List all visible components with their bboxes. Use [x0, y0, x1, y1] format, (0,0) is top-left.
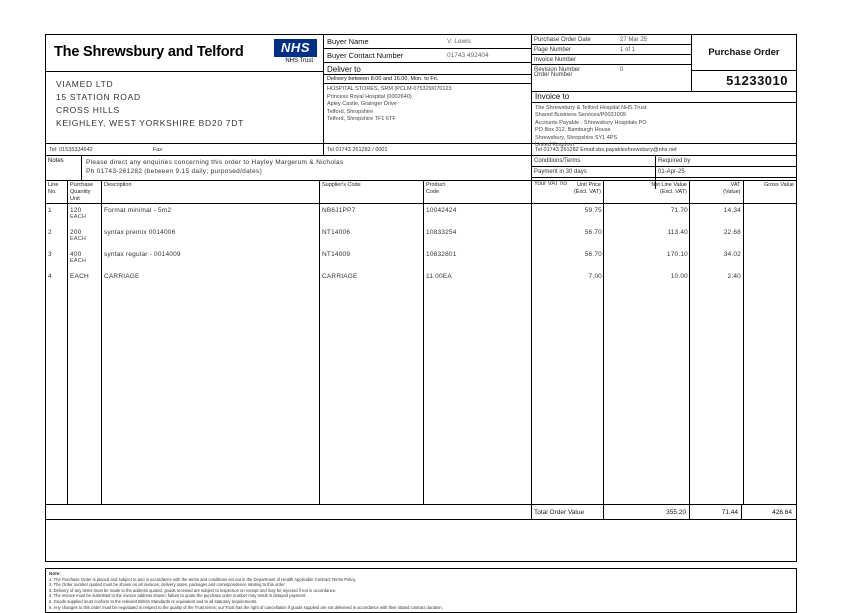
- line-item-rows: [46, 204, 796, 292]
- row-qty-value: 120: [70, 207, 82, 214]
- supplier-address-line: CROSS HILLS: [56, 105, 120, 115]
- row-unit-price: 56.70: [584, 229, 602, 236]
- row-product-code: 10042424: [426, 207, 457, 214]
- terms-value-row: [532, 167, 796, 178]
- row-quantity: [68, 226, 102, 242]
- invoice-address-line: Shared Business Services/P0031009: [535, 112, 626, 119]
- row-supplier-code: NT14009: [322, 251, 351, 258]
- row-gross: [743, 226, 796, 229]
- col-supplier-code: [320, 181, 424, 203]
- invoice-address-line: Shrewsbury, Shropshire SY1 4PS: [535, 134, 618, 141]
- table-row: [46, 248, 796, 270]
- line-items-table-body: [46, 204, 796, 504]
- page-number-row: [532, 45, 691, 55]
- row-unit-price: 7.00: [588, 273, 602, 280]
- row-qty-value: 400: [70, 251, 82, 258]
- col-purchase-quantity: [68, 181, 102, 203]
- col-qty-l2: Quantity: [70, 189, 91, 195]
- invoice-to-address: [532, 103, 796, 149]
- row-line-no: 1: [48, 207, 52, 214]
- row-qty-unit: EACH: [70, 214, 87, 220]
- row-gross: [743, 248, 796, 251]
- invoice-number-row: [532, 55, 691, 65]
- required-by-label: Required by: [658, 158, 691, 164]
- delivery-contact: Tel 01743 261282 / 0001: [324, 144, 532, 155]
- invoice-address-line: The Shrewsbury & Telford Hospital NHS Trust: [535, 105, 647, 111]
- row-description: syntax regular - 0014009: [104, 251, 181, 258]
- footer-line: 2. The Order number quoted must be shown on all invoices, delivery notes, packages and correspondence relating to this order.: [49, 582, 286, 588]
- row-vat: 34.02: [723, 251, 741, 258]
- col-gross-l1: Gross Value: [764, 182, 794, 188]
- row-description: syntax premix 0014006: [104, 229, 176, 236]
- footer-line: 5. Goods supplied must conform to the relevant British Standards or equivalent and to all statutory requirements.: [49, 598, 258, 604]
- footer-line: 4. The invoice must be submitted to the invoice address shown; failure to quote the purchase order number may result in delayed payment.: [49, 593, 307, 599]
- delivery-address-line: Princess Royal Hospital (0002640): [327, 93, 412, 100]
- invoice-address-line: Accounts Payable - Shrewsbury Hospitals PO: [535, 119, 647, 126]
- table-row: [46, 270, 796, 292]
- table-row: [46, 204, 796, 226]
- row-net-line-value: 113.40: [667, 229, 688, 236]
- buyer-name-value: V. Lewis: [447, 38, 471, 45]
- header-left-block: [46, 35, 324, 143]
- row-net-line-value: 10.00: [670, 273, 688, 280]
- col-vat: [690, 181, 744, 203]
- po-date-label: Purchase Order Date: [534, 36, 591, 43]
- terms-header-row: [532, 156, 796, 167]
- invoice-address-line: PO Box 312, Bamburgh House: [535, 127, 611, 134]
- col-gross-value: [744, 181, 797, 203]
- buyer-contact-label: Buyer Contact Number: [327, 51, 404, 60]
- footer-line: 6. Any changes to this order must be negotiated in respect to the quality of the Trust terms; our Trust has the right of cancellation if goods supplied are not delivered in accordance with their stated contract duration.: [49, 604, 443, 610]
- table-row: [46, 226, 796, 248]
- col-vat-l1: VAT: [730, 182, 741, 188]
- row-line-no: 3: [48, 251, 52, 258]
- row-unit-price: 59.75: [584, 207, 602, 214]
- revision-number-value: 0: [620, 66, 624, 73]
- bottom-spacer: [46, 520, 796, 538]
- your-vat-no-label: Your VAT no: [532, 178, 656, 189]
- col-description-l1: Description: [104, 182, 132, 188]
- deliver-to-label: Deliver to: [324, 63, 531, 75]
- conditions-terms-value: Payment in 30 days: [532, 167, 656, 177]
- col-product-code: [424, 181, 532, 203]
- row-vat: 14.34: [723, 207, 741, 214]
- col-unit-price-l1: Unit Price: [577, 182, 601, 188]
- notes-line: Please direct any enquiries concerning this order to Hayley Margerum & Nicholas: [86, 159, 344, 166]
- contact-band: [46, 143, 796, 156]
- purchase-order-document: [45, 34, 797, 562]
- row-supplier-code: NT14006: [322, 229, 351, 236]
- row-quantity: [68, 204, 102, 220]
- row-gross: [743, 204, 796, 207]
- row-supplier-code: CARRIAGE: [322, 273, 358, 280]
- line-items-table-header: [46, 181, 796, 204]
- row-qty-unit: EACH: [70, 258, 87, 264]
- required-by-value: 01-Apr-25: [658, 169, 685, 175]
- conditions-terms-label: Conditions/Terms: [532, 156, 656, 166]
- row-unit-price: 56.70: [584, 251, 602, 258]
- invoice-to-label: Invoice to: [532, 92, 796, 103]
- row-product-code: 10832801: [426, 251, 457, 258]
- supplier-fax: Fax:: [152, 146, 164, 153]
- header-right-block: [532, 35, 796, 149]
- row-line-no: 2: [48, 229, 52, 236]
- revision-number-label: Revision Number: [534, 66, 581, 73]
- po-meta-block: [532, 35, 796, 71]
- delivery-address-line: Telford, Shropshire: [327, 108, 374, 115]
- row-description: Format minimal - 5m2: [104, 207, 172, 214]
- nhs-trust-label: NHS Trust: [285, 58, 313, 64]
- row-product-code: 10833254: [426, 229, 457, 236]
- col-net-line-l1: Net Line Value: [651, 182, 687, 188]
- order-total-band: [46, 504, 796, 520]
- footer-line: 1. The Purchase Order is placed and subject to and in accordance with the terms and conditions set out in the Department of Health Applicable Contract Terms Policy.: [49, 576, 357, 582]
- col-supplier-code-l1: Supplier's Code: [322, 182, 361, 188]
- col-line-no-l1: Line: [48, 182, 59, 188]
- delivery-window-note: Delivery between 8.00 and 16.00, Mon. to Fri.: [324, 75, 531, 84]
- col-qty-l3: Unit: [70, 196, 80, 202]
- total-gross-value: 426.64: [772, 508, 792, 516]
- total-order-value-label: Total Order Value: [532, 505, 604, 519]
- col-net-line-l2: (Excl. VAT): [660, 189, 687, 195]
- supplier-address-line: VIAMED LTD: [56, 79, 114, 89]
- row-qty-unit: EACH: [70, 236, 87, 242]
- row-quantity: [68, 270, 102, 280]
- row-net-line-value: 170.10: [666, 251, 688, 258]
- nhs-logo-icon: NHS: [274, 39, 317, 57]
- notes-line: Ph 01743-261282 (between 9.15 daily; purposed/dates): [86, 168, 263, 175]
- col-line-no-l2: No.: [48, 189, 57, 195]
- invoice-address-line: United Kingdom: [535, 142, 575, 149]
- col-net-line-value: [604, 181, 690, 203]
- row-line-no: 4: [48, 273, 52, 280]
- po-meta-fields: [532, 35, 692, 71]
- delivery-address-line: Apley Castle, Grainger Drive: [327, 101, 397, 107]
- supplier-tel: Tel: 01535334642: [49, 146, 93, 153]
- col-product-code-l1: Product: [426, 182, 445, 188]
- document-title: Purchase Order: [692, 35, 796, 71]
- page-number-value: 1 of 1: [620, 46, 636, 53]
- buyer-contact-row: [324, 49, 531, 63]
- footer-line: 3. Delivery of any items must be made to the address quoted, goods received are subject to inspection on receipt and may be rejected if not in accordance.: [49, 587, 337, 593]
- page-number-label: Page Number: [534, 46, 572, 53]
- order-number-block: [532, 71, 796, 92]
- po-date-value: 27 Mar 25: [620, 36, 648, 43]
- col-line-no: [46, 181, 68, 203]
- order-number-label-cell: [532, 71, 692, 91]
- supplier-address: [46, 72, 323, 130]
- col-unit-price-l2: (Excl. VAT): [574, 189, 601, 195]
- row-product-code: 11.00EA: [426, 273, 452, 280]
- trust-name: The Shrewsbury and Telford: [54, 44, 244, 61]
- order-number-value: 51233010: [726, 73, 788, 88]
- row-qty-value: 200: [70, 229, 82, 236]
- buyer-name-row: [324, 35, 531, 49]
- delivery-address: [324, 84, 531, 124]
- buyer-name-label: Buyer Name: [327, 37, 369, 46]
- col-description: [102, 181, 320, 203]
- row-vat: 22.68: [723, 229, 741, 236]
- row-quantity: [68, 248, 102, 264]
- total-net-value: 355.20: [604, 505, 690, 519]
- col-product-code-l2: Code: [426, 189, 440, 195]
- total-vat-value: 71.44: [690, 505, 742, 519]
- col-qty-l1: Purchase: [70, 182, 94, 188]
- trust-banner: [46, 35, 323, 72]
- col-unit-price: [532, 181, 604, 203]
- notes-text: [82, 156, 532, 180]
- row-vat: 2.40: [727, 273, 741, 280]
- row-net-line-value: 71.70: [670, 207, 688, 214]
- row-description: CARRIAGE: [104, 273, 140, 280]
- row-gross: [743, 270, 796, 273]
- footer-terms: [45, 568, 797, 613]
- supplier-address-line: 15 STATION ROAD: [56, 92, 141, 102]
- accounts-payable-contact: Tel 01743 261282 Email:sbs.payableshrewsbury@nhs.net: [535, 146, 677, 153]
- supplier-contact: [46, 144, 324, 155]
- footer-title: Note:: [49, 571, 61, 576]
- delivery-address-line: HOSPITAL STORES, SRM (PCLM-075329/070123: [327, 86, 452, 92]
- col-vat-l2: (Value): [723, 189, 741, 195]
- total-blank-cell: [46, 505, 532, 519]
- row-qty-value: EACH: [70, 273, 89, 280]
- supplier-address-line: KEIGHLEY, WEST YORKSHIRE BD20 7DT: [56, 118, 244, 128]
- invoice-number-label: Invoice Number: [534, 56, 577, 63]
- header-middle-block: [324, 35, 532, 143]
- document-header: [46, 35, 796, 149]
- po-date-row: [532, 35, 691, 45]
- order-number-label: Order Number: [534, 72, 573, 78]
- row-supplier-code: NB6J1PP7: [322, 207, 356, 214]
- notes-label: Notes: [46, 156, 82, 180]
- delivery-address-line: Telford, Shropshire TF1 6TF: [327, 116, 396, 122]
- buyer-contact-value: 01743 492404: [447, 52, 489, 59]
